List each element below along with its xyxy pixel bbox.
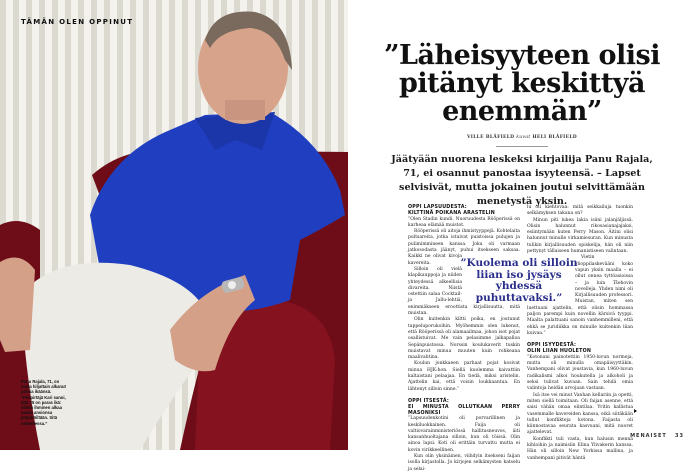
subheading: OPPI ITSESTÄ: xyxy=(408,398,450,404)
photo-caption: Panu Rajala, 71, on vasta hiljattain alkanut pohtia ikäänsä. ”Piispirtäjä Kari sanoi, että 75 on paras ikä: silloin ihminen alkaa saada ansionsa ympäröiltään. Sitä odotellessa.” xyxy=(21,379,66,426)
headline: ”Läheisyyteen olisi pitänyt keskittyä enemmän” xyxy=(384,40,660,127)
body-paragraph: ”Olen Stadin kundi. Nuoruudesta Rööperissä on karheaa elämää muistot. xyxy=(408,216,520,228)
body-paragraph: Isä itse vei minut Vanhan kellariin ja opetti, miten siellä toimitaan. Oli faijan asenne, että saisi vähän omaa elintilaa. Yritin kallistua vasemmalle kavereiden kanssa, eikä siitäkään tullut konflikteja kotona. Faijasta oli kiinnostavaa seurata kasvuani, mitä nuoret ajattelevat. xyxy=(527,392,633,436)
body-paragraph: Silloin oli vielä klapikauppoja ja niiden yhteydessä alkeellisia divareita. Niistä ostettiin salaa Cocktail- ja Jallu-lehtiä, enimmäkseen eroottista kirjallisuutta, mitä muistan. xyxy=(408,266,520,317)
body-paragraph: Koulun jonkkaeen parhaat pojat kosivat minua HJK:hon. Siellä kuolemma kaivattiin kaltaistani pelaajaa. En tiedä, miksi aristelin. Ajattelin kai, että voisin loukkaantua. En lähtenyt silloin sinne.” xyxy=(408,361,520,392)
byline xyxy=(348,135,696,140)
body-column-2 xyxy=(527,205,633,462)
byline-divider xyxy=(496,146,548,147)
body-paragraph: ”Kotonani painotettiin 1950-luvun normeja, mutta oli minulla omapäisyyttäkin. Vanhempani olivat joustavia, kun 1960-luvun radikalismi alkoi houkutella ja alkoholi ja seksi tulivat kuvaan. Sain tehdä omia valintoja heidän arvojaan vastaan. xyxy=(527,354,633,392)
body-paragraph: ”Lapsuudenkotini oli porvarillinen ja keskiluokkainen. Faija oli valtiovarainministeriössä hallitusneuvos, äiti kansanhuoltajana silloin, kun oli töissä. Olin ainoa lapsi. Koti oli erittäin turvattu mutta ei kovin virikkeellinen. xyxy=(408,416,520,453)
body-paragraph: lu oli kiehtovaa: mitä seikkailuja tuonkin selkämyksen takana on? xyxy=(527,205,633,217)
body-paragraph: Vietin ylioppilaskevääni koko vapun yksin maalla – ei ollut onnea tyttöasioissa – ja luin Tšehovin novelleja. Yhden nimi oli Kirjallisuuden professori. Muistan, miten sen luettuani ajattelin, että olisin hommassa paljon parempi kuin novellin kärsivä tyyppi. Maalta palattuani sanoin vanhemmilleni, että ehkä se juridiikka on minulle kuitenkin liian kuivaa.” xyxy=(527,255,633,336)
left-page xyxy=(0,0,348,450)
body-column-1 xyxy=(408,205,520,473)
section-label: TÄMÄN OLEN OPPINUT xyxy=(21,18,134,26)
pull-quote: ”Kuolema oli silloin liian iso jysäys yhdessä puhuttavaksi.” xyxy=(460,257,578,304)
subheading: OPPI LAPSUUDESTA: xyxy=(408,205,467,210)
page-footer xyxy=(630,433,684,439)
lede: Jäätyään nuorena leskeksi kirjailija Panu Rajala, 71, ei osannut panostaa isyyteensä. – Lapset selvisivät, mutta jokainen joutui selvittämään menetystä yksin. xyxy=(391,154,653,207)
byline-photographer: HELI BLÅFIELD xyxy=(532,135,577,140)
byline-joiner: kuvat xyxy=(516,135,531,140)
body-paragraph: Minun piti lukea lakia isäni jalanjäljissä. Olisin halunnut rikosasianajajaksi, esiintymään kuten Perry Mason. Äitini olisi halunnut minulle virkamiesuran. Kun minusta tulikin kirjallisuuden opiskelija, hän oli niin pettynyt tällaiseen humanistiseen valintaan. xyxy=(527,217,633,255)
byline-author: VILLE BLÅFIELD xyxy=(467,135,515,140)
subheading: EI MINUSTA OLLUTKAAN PERRY MASONIKSI xyxy=(408,404,520,416)
page-number: 33 xyxy=(675,433,684,439)
continue-arrow-icon xyxy=(634,409,637,413)
body-paragraph: Olin kuitenkin kiltti poika, en joutunut tappeluporukoihin. Myöhemmin olen lukenut, että Rööperissä oli alamaailmaa, johon isot pojat osallistuivat. Me vain pelasimme jalkapalloa Sepänpuistossa. Norssin koulukaverit tuskin muistavat minua muuten kuin rohkeana maalivahtina. xyxy=(408,317,520,361)
subheading: KILTTINÄ POIKANA ARASTELIN xyxy=(408,210,495,216)
body-paragraph: Konflikti tuli vasta, kun halusin mennä kihloihin ja naimisiin Elina Ylivakerin kanssa. Hän oli silloin New Yorkissa mallina, ja vanhempani pitivät häntä xyxy=(527,436,633,461)
subheading: OLIN LIIAN HUOLETON xyxy=(527,349,592,355)
subheading: OPPI ISYYDESTÄ: xyxy=(527,343,577,349)
right-page xyxy=(348,0,696,472)
magazine-name: MENAISET xyxy=(630,433,667,439)
body-paragraph: Rööperissä oli aitoja ihmistyyppejä. Kohtelaita pultsareita, jotka istuivat puistoissa pulujen ja pulimimmineen kanssa. Joku oli varmaan jatkosodasta jäänyt, puhui itsekseen saksaa. Kaikki ne olivat kivoja kavereita. xyxy=(408,229,520,266)
body-paragraph: Kun olin yksinäinen, viihdyin itsekseni faijan isolla kirjastolla. Jo kirjojen selkämysten katselu ja selai- xyxy=(408,454,520,472)
